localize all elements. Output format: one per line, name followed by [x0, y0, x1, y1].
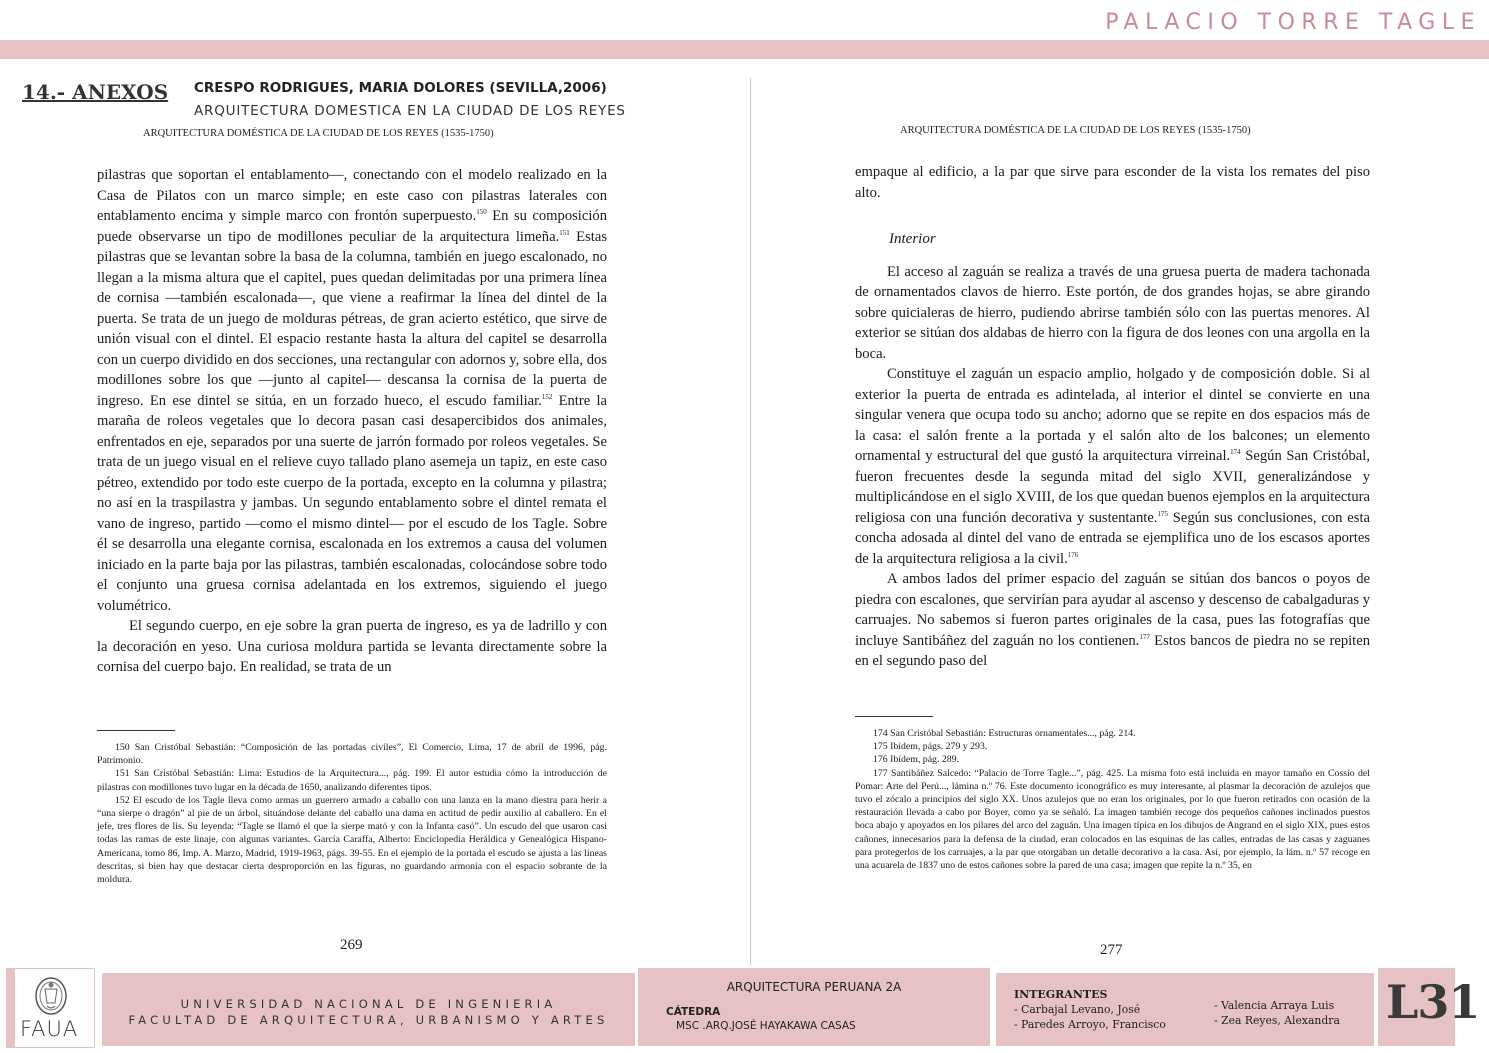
right-paragraph-3: A ambos lados del primer espacio del zaguán se sitúan dos bancos o poyos de piedra con escalones, que servirían para ayudar al ascenso y descenso de cabalgaduras y carruajes. No sabemos si fueron partes originales de la casa, pues las fotografías que incluye Santibáñez del zaguán no los contienen.$^{177}$ Estos bancos de piedra no se repiten en el segundo paso del [855, 571, 1370, 669]
course-box [638, 968, 990, 1046]
footnote: 150 San Cristóbal Sebastián: “Composición de las portadas civiles”, El Comercio, Lima, 17 de abril de 1996, pág. Patrimonio. [97, 742, 607, 767]
university-seal-icon [33, 975, 69, 1017]
team-box [996, 973, 1374, 1046]
footnote-ref: 150 [476, 208, 487, 217]
annex-title: 14.- ANEXOS [22, 80, 169, 104]
footnote-ref: 177 [1139, 632, 1150, 641]
footnote-ref: 174 [1230, 448, 1241, 457]
footnote-ref: 176 [1067, 550, 1079, 559]
section-subheading: Interior [889, 231, 936, 247]
right-page-number: 277 [1100, 942, 1123, 958]
team-member: - Zea Reyes, Alexandra [1214, 1014, 1340, 1027]
right-page-body [855, 162, 1370, 672]
left-page-running-header: ARQUITECTURA DOMÉSTICA DE LA CIUDAD DE LOS REYES (1535-1750) [143, 128, 494, 139]
faua-logo-text: FAUA [20, 1017, 79, 1041]
footnote: 177 Santibáñez Salcedo: “Palacio de Torre Tagle...”, pág. 425. La misma foto está incluida en mayor tamaño en Cossío del Pomar: Arte del Perú..., lámina n.º 76. Este documento iconográfico es muy interesante, al plasmar la decoración de azulejos que tuvo el zócalo a principios del siglo XX. Unos azulejos que no eran los originales, por lo que fueron retirados con ocasión de la restauración llevada a cabo por Boyer, como ya se señaló. La imagen también recoge dos pequeños cañones inclinados puestos boca abajo y apoyados en los pilares del arco del zaguán. Una imagen típica en los dibujos de Angrand en el siglo XIX, pues estos cañones, innecesarios para la defensa de la ciudad, eran colocados en las esquinas de las calles, entradas de las casas y zaguanes para protegerlos de los carruajes, a la par que otorgaban un detalle decorativo a la casa. Así, por ejemplo, la lám. n.º 57 recoge en una acuarela de 1837 uno de estos cañones sobre la pared de una casa; imagen que repite la n.º 35, en [855, 767, 1370, 872]
left-paragraph-1: pilastras que soportan el entablamento—, conectando con el modelo realizado en la Casa de Pilatos con un marco simple; en este caso con pilastras laterales con entablamento encima y simple marco con frontón superpuesto.$^{150}$ En su composición puede observarse un tipo de modillones peculiar de la arquitectura limeña.$^{151}$ Estas pilastras que se levantan sobre la basa de la columna, también en juego escalonado, no llegan a la misma altura que el capitel, pues quedan delimitadas por una primera línea de cornisa —también escalonada—, que viene a reafirmar la línea del dintel de la puerta. Se trata de un juego de molduras pétreas, de gran acierto estético, que sirve de unión visual con el dintel. El espacio restante hasta la altura del capitel se desarrolla con un cuerpo dividido en dos secciones, una rectangular con adornos y, sobre ella, dos modillones sobre los que —junto al capitel— descansa la cornisa de la puerta de ingreso. En ese dintel se sitúa, en un forzado hueco, el escudo familiar.$^{152}$ Entre la maraña de roleos vegetales que lo decora pasan casi desapercibidos dos animales, enfrentados en eje, separados por una suerte de jarrón formado por roleos vegetales. Se trata de un juego visual en el relieve cuyo tallado plano asemeja un tapiz, en este caso pétreo, extendido por todo este cuerpo de la portada, excepto en la columna y pilastra; no así en la traspilastra y jambas. Un segundo entablamento sobre el dintel remata el vano de ingreso, partido —como el mismo dintel— por el escudo de los Tagle. Sobre él se desarrolla una elegante cornisa, escalonada en los extremos a causa del volumen iniciado en la parte baja por las pilastras, también escalonadas, colocándose sobre todo el conjunto una gruesa cornisa adelantada en los extremos, siguiendo el juego volumétrico. [97, 167, 608, 614]
course-title: ARQUITECTURA PERUANA 2A [726, 980, 902, 994]
header-band [0, 40, 1489, 59]
logo-accent-bar [7, 969, 15, 1047]
source-book-title: ARQUITECTURA DOMESTICA EN LA CIUDAD DE LOS REYES [194, 103, 626, 119]
team-member: - Carbajal Levano, José [1014, 1003, 1141, 1016]
right-footnote-rule [855, 716, 933, 717]
right-page-running-header: ARQUITECTURA DOMÉSTICA DE LA CIUDAD DE LOS REYES (1535-1750) [900, 125, 1251, 136]
footnote: 175 Ibídem, págs. 279 y 293. [873, 741, 988, 753]
catedra-label: CÁTEDRA [666, 1006, 721, 1018]
team-label: INTEGRANTES [1014, 988, 1108, 1001]
left-paragraph-2: El segundo cuerpo, en eje sobre la gran puerta de ingreso, es ya de ladrillo y con la decoración en yeso. Una curiosa moldura partida se levanta directamente sobre la cornisa del cuerpo bajo. En realidad, se trata de un [97, 618, 607, 675]
source-author: CRESPO RODRIGUES, MARIA DOLORES (SEVILLA,2006) [194, 80, 607, 96]
faua-logo-box [6, 968, 95, 1048]
right-paragraph-1: El acceso al zaguán se realiza a través de una gruesa puerta de madera tachonada de ornamentados clavos de hierro. Este portón, de dos grandes hojas, se abre girando sobre quicialeras de hierro, pudiendo abrirse también sólo con las puertas menores. Al exterior se sitúan dos aldabas de hierro con la figura de dos leones con una argolla en la boca. [855, 263, 1370, 362]
university-name: UNIVERSIDAD NACIONAL DE INGENIERIA [180, 997, 557, 1011]
sheet-code: L31 [1386, 975, 1480, 1029]
faculty-name: FACULTAD DE ARQUITECTURA, URBANISMO Y ARTES [128, 1013, 609, 1027]
left-page-body [97, 165, 607, 678]
left-footnotes [97, 741, 607, 886]
right-paragraph-2: Constituye el zaguán un espacio amplio, holgado y de composición doble. Si al exterior la puerta de entrada es adintelada, al interior el dintel se convierte en una singular venera que ocupa todo su ancho; adorno que se repite en dos espacios más de la casa: el salón frente a la portada y el salón alto de los balcones; un elemento ornamental y estructural del que gustó la arquitectura virreinal.$^{174}$ Según San Cristóbal, fueron frecuentes desde la segunda mitad del siglo XVII, generalizándose y multiplicándose en el siglo XVIII, de los que quedan buenos ejemplos en la arquitectura religiosa con una función decorativa y sustentante.$^{175}$ Según sus conclusiones, con esta concha adosada al dintel del vano de entrada se ejemplifica uno de los escasos aportes de la arquitectura religiosa a la civil.$^{176}$ [855, 366, 1370, 567]
document-title: PALACIO TORRE TAGLE [1105, 10, 1481, 35]
footnote-ref: 152 [541, 392, 553, 401]
left-page-number: 269 [340, 937, 363, 953]
university-box [102, 973, 635, 1046]
footnote: 151 San Cristóbal Sebastián: Lima: Estudios de la Arquitectura..., pág. 199. El autor estudia cómo la introducción de pilastras con modillones tuvo lugar en la década de 1650, analizando diferentes tipos. [97, 768, 607, 793]
footnote: 152 El escudo de los Tagle lleva como armas un guerrero armado a caballo con una lanza en la mano diestra para herir a “una sierpe o dragón” al pie de un árbol, situándose delante del caballo una dama en actitud de pedir auxilio al caballero. En el jefe, tres flores de lis. Su leyenda: “Tagle se llamó el que la sierpe mató y con la Infanta casó”. Un escudo del que usaron casi todas las ramas de este linaje, con algunas variantes. García Caraffa, Alberto: Enciclopedia Heráldica y Genealógica Hispano-Americana, tomo 86, Imp. A. Marzo, Madrid, 1919-1963, págs. 39-55. En el ejemplo de la portada el escudo se ajusta a las líneas descritas, si bien hay que destacar cierta desproporción en las figuras, no guardando armonía con el espacio sobrante de la moldura. [97, 794, 607, 886]
footnote-ref: 175 [1157, 509, 1168, 518]
footnote-ref: 151 [559, 228, 570, 237]
team-member: - Valencia Arraya Luis [1214, 999, 1335, 1012]
right-footnotes [855, 727, 1370, 872]
catedra-name: MSC .ARQ.JOSÉ HAYAKAWA CASAS [676, 1020, 856, 1032]
team-member: - Paredes Arroyo, Francisco [1014, 1018, 1166, 1031]
footnote: 174 San Cristóbal Sebastián: Estructuras ornamentales..., pág. 214. [873, 728, 1136, 739]
footnote: 176 Ibídem, pág. 289. [873, 754, 959, 766]
left-footnote-rule [97, 730, 175, 731]
right-paragraph-0: empaque al edificio, a la par que sirve para esconder de la vista los remates del piso alto. [855, 164, 1370, 201]
page-divider [750, 78, 751, 965]
